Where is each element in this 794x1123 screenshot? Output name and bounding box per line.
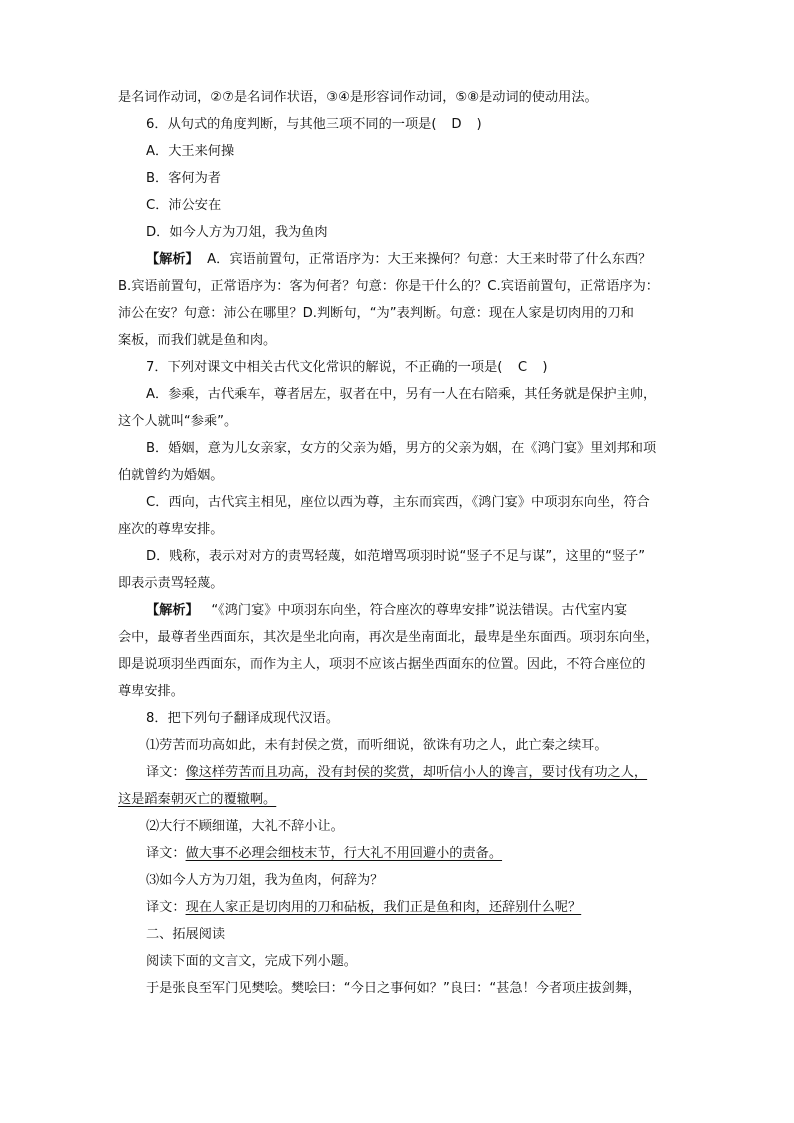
translation-2: 译文：做大事不必理会细枝末节，行大礼不用回避小的责备。 — [146, 846, 503, 861]
option-a: A．参乘，古代乘车，尊者居左，驭者在中，另有一人在右陪乘，其任务就是保护主帅， — [146, 387, 657, 402]
sentence-1: ⑴劳苦而功高如此，未有封侯之赏，而听细说，欲诛有功之人，此亡秦之续耳。 — [146, 738, 608, 753]
text-line: B.宾语前置句，正常语序为：客为何者？句意：你是干什么的？C.宾语前置句，正常语序为： — [118, 279, 659, 294]
sentence-2: ⑵大行不顾细谨，大礼不辞小让。 — [146, 819, 344, 834]
question-6: 6．从句式的角度判断，与其他三项不同的一项是( D ) — [146, 115, 482, 135]
sentence-3: ⑶如今人方为刀俎，我为鱼肉，何辞为？ — [146, 873, 384, 888]
translation-1-cont: 这是蹈秦朝灭亡的覆辙啊。 — [118, 792, 277, 807]
option-d: D．贱称，表示对对方的责骂轻蔑，如范增骂项羽时说“竖子不足与谋”，这里的“竖子” — [146, 549, 646, 564]
option-c: C．沛公安在 — [146, 198, 222, 213]
text-line: 沛公在安？句意：沛公在哪里？D.判断句，“为”表判断。句意：现在人家是切肉用的刀和 — [118, 306, 634, 321]
text-line: 即表示责骂轻蔑。 — [118, 576, 224, 591]
analysis-tag: 【解析】 — [146, 252, 199, 267]
instruction: 阅读下面的文言文，完成下列小题。 — [146, 954, 357, 969]
text-line: 这个人就叫“参乘”。 — [118, 414, 238, 429]
option-b: B．客何为者 — [146, 171, 221, 186]
option-c: C．西向，古代宾主相见，座位以西为尊，主东而宾西，《鸿门宴》中项羽东向坐，符合 — [146, 495, 650, 510]
analysis-6: 【解析】 A．宾语前置句，正常语序为：大王来操何？句意：大王来时带了什么东西？ — [146, 252, 652, 267]
option-a: A．大王来何操 — [146, 144, 235, 159]
analysis-tag: 【解析】 — [146, 603, 199, 618]
translation-3: 译文：现在人家正是切肉用的刀和砧板，我们正是鱼和肉，还辞别什么呢？ — [146, 900, 582, 915]
text-line: 案板，而我们就是鱼和肉。 — [118, 333, 277, 348]
passage-line: 于是张良至军门见樊哙。樊哙曰：“今日之事何如？”良曰：“甚急！今者项庄拔剑舞， — [146, 981, 642, 996]
option-d: D．如今人方为刀俎，我为鱼肉 — [146, 225, 328, 240]
answer-7: C — [517, 360, 528, 375]
text-line: 即是说项羽坐西面东，而作为主人，项羽不应该占据坐西面东的位置。因此，不符合座位的 — [118, 657, 646, 672]
text-line: 是名词作动词，②⑦是名词作状语，③④是形容词作动词，⑤⑧是动词的使动用法。 — [118, 90, 598, 105]
text-line: 伯就曾约为婚姻。 — [118, 468, 224, 483]
text-line: 尊卑安排。 — [118, 684, 184, 699]
section-heading: 二、拓展阅读 — [146, 927, 226, 942]
answer-6: D — [451, 117, 462, 132]
translation-1: 译文：像这样劳苦而且功高，没有封侯的奖赏，却听信小人的谗言，要讨伐有功之人， — [146, 765, 648, 780]
option-b: B．婚姻，意为儿女亲家，女方的父亲为婚，男方的父亲为姻，在《鸿门宴》里刘邦和项 — [146, 441, 657, 456]
question-7: 7．下列对课文中相关古代文化常识的解说，不正确的一项是( C ) — [146, 358, 548, 378]
text-line: 会中，最尊者坐西面东，其次是坐北向南，再次是坐南面北，最卑是坐东面西。项羽东向坐， — [118, 630, 659, 645]
text-line: 座次的尊卑安排。 — [118, 522, 224, 537]
analysis-7: 【解析】 “《鸿门宴》中项羽东向坐，符合座次的尊卑安排”说法错误。古代室内宴 — [146, 603, 628, 618]
question-8: 8．把下列句子翻译成现代汉语。 — [146, 711, 340, 726]
